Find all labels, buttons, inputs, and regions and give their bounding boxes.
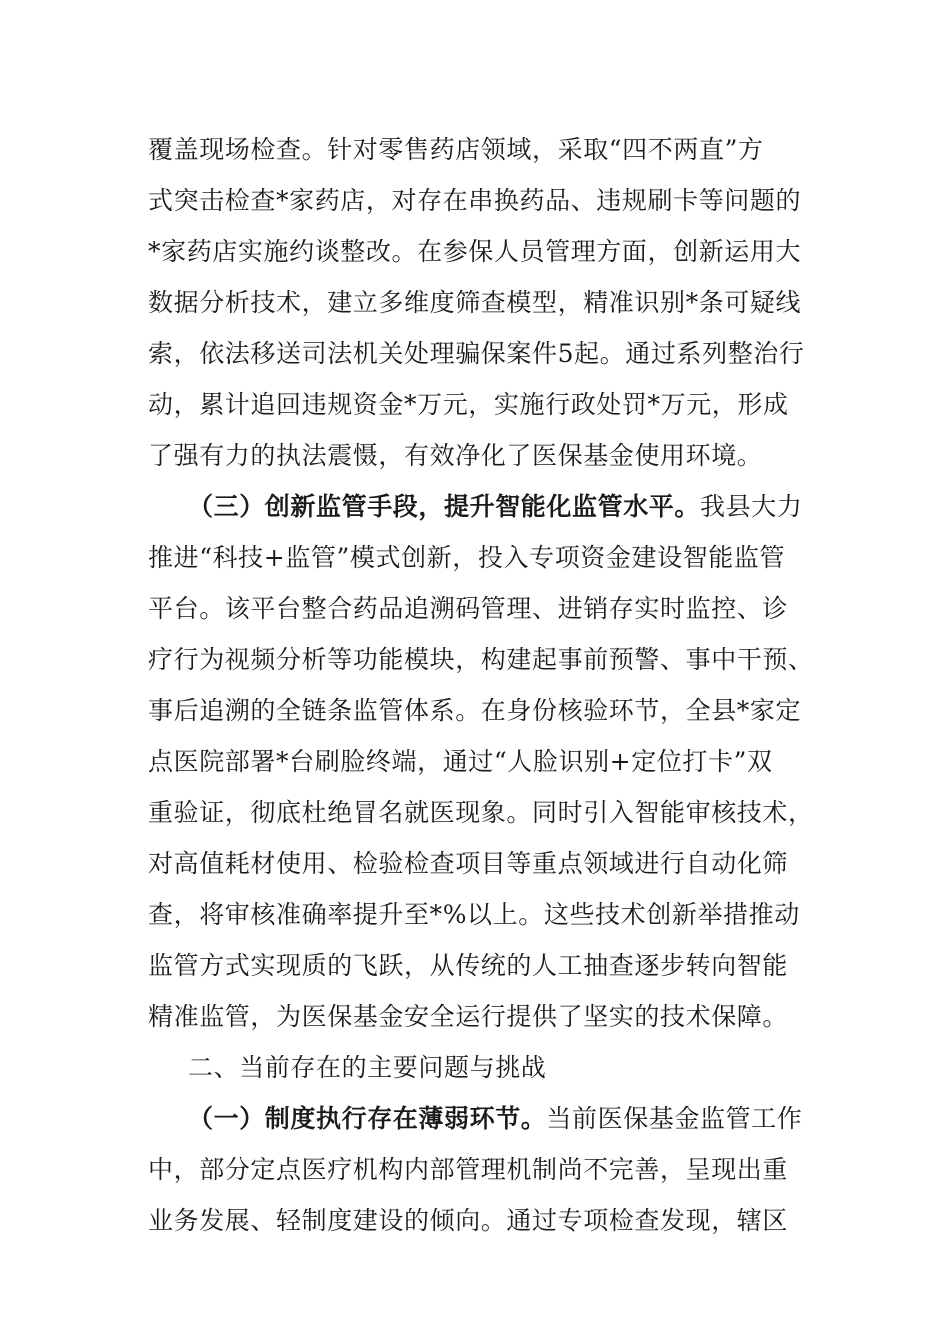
text-span: 当前医保基金监管工作 (546, 1104, 803, 1133)
paragraph-first-line (148, 1093, 808, 1144)
paragraph-heading: （一）制度执行存在薄弱环节。 (188, 1104, 547, 1133)
document-page (148, 124, 814, 1246)
text-line: 索，依法移送司法机关处理骗保案件5起。通过系列整治行 (148, 339, 805, 368)
text-line: 动，累计追回违规资金*万元，实施行政处罚*万元，形成 (148, 390, 789, 419)
text-line: 业务发展、轻制度建设的倾向。通过专项检查发现，辖区 (148, 1206, 789, 1235)
text-line: 中，部分定点医疗机构内部管理机制尚不完善，呈现出重 (148, 1155, 789, 1184)
text-line: 精准监管，为医保基金安全运行提供了坚实的技术保障。 (148, 1002, 789, 1031)
paragraph-first-line (148, 481, 808, 532)
text-line: 平台。该平台整合药品追溯码管理、进销存实时监控、诊 (148, 594, 789, 623)
text-line: 监管方式实现质的飞跃，从传统的人工抽查逐步转向智能 (148, 951, 789, 980)
paragraph-enforcement (148, 124, 808, 481)
text-line: 了强有力的执法震慑，有效净化了医保基金使用环境。 (148, 441, 763, 470)
paragraph-innovation (148, 481, 814, 1042)
text-span: 我县大力 (700, 492, 803, 521)
text-line: 式突击检查*家药店，对存在串换药品、违规刷卡等问题的 (148, 186, 802, 215)
paragraph-heading: （三）创新监管手段，提升智能化监管水平。 (188, 492, 701, 521)
text-line: 事后追溯的全链条监管体系。在身份核验环节，全县*家定 (148, 696, 802, 725)
text-line: 查，将审核准确率提升至*%以上。这些技术创新举措推动 (148, 900, 800, 929)
text-line: 覆盖现场检查。针对零售药店领域，采取“四不两直”方 (148, 135, 764, 164)
text-line: 疗行为视频分析等功能模块，构建起事前预警、事中干预、 (148, 645, 814, 674)
paragraph-institutional-weakness (148, 1093, 808, 1246)
text-line: 重验证，彻底杜绝冒名就医现象。同时引入智能审核技术， (148, 798, 814, 827)
text-line: 点医院部署*台刷脸终端，通过“人脸识别+定位打卡”双 (148, 747, 773, 776)
text-line: 对高值耗材使用、检验检查项目等重点领域进行自动化筛 (148, 849, 789, 878)
text-line: *家药店实施约谈整改。在参保人员管理方面，创新运用大 (148, 237, 802, 266)
section-title: 二、当前存在的主要问题与挑战 (188, 1053, 547, 1082)
text-line: 数据分析技术，建立多维度筛查模型，精准识别*条可疑线 (148, 288, 802, 317)
text-line: 推进“科技+监管”模式创新，投入专项资金建设智能监管 (148, 543, 786, 572)
